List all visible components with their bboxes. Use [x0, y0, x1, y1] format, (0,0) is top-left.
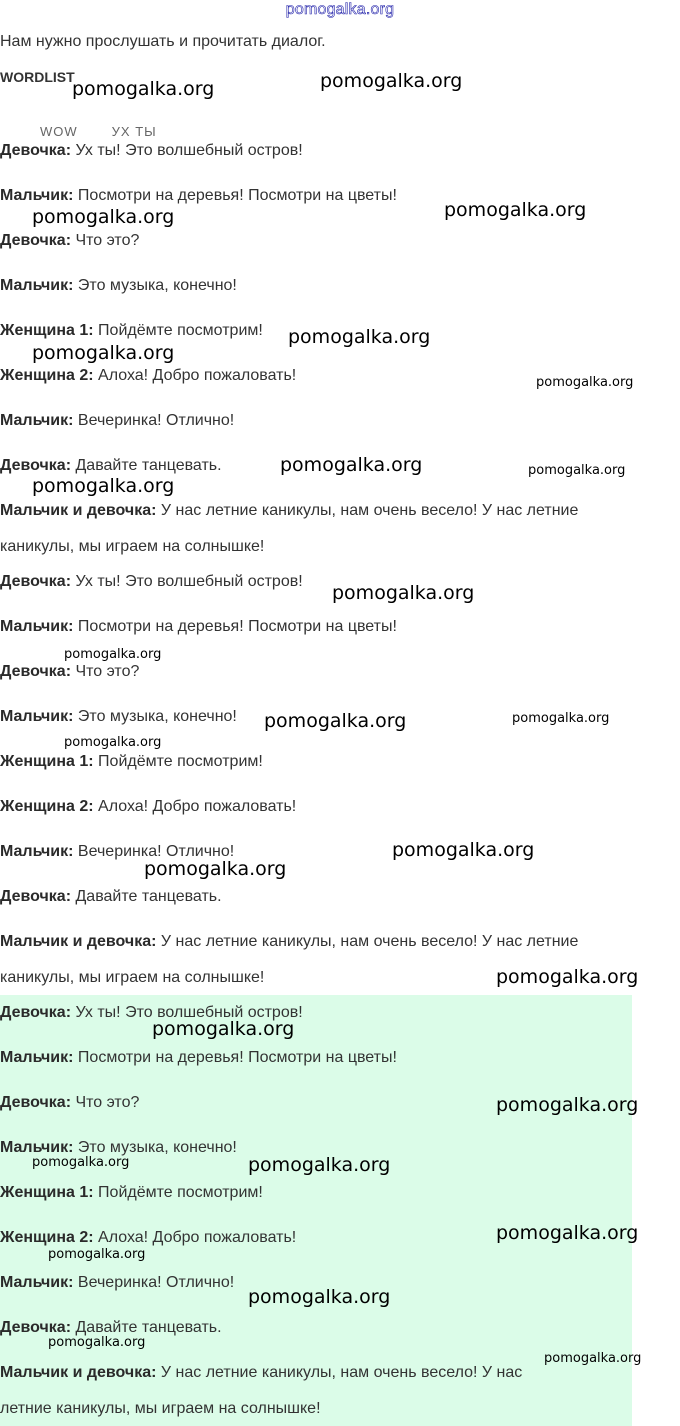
dialogue-line: [0, 662, 139, 682]
speaker-name: Женщина 1:: [0, 753, 94, 770]
watermark-text: pomogalka.org: [32, 475, 175, 497]
speaker-name: Мальчик:: [0, 708, 74, 725]
watermark-text: pomogalka.org: [536, 375, 634, 390]
watermark-text: pomogalka.org: [32, 206, 175, 228]
speech-text: У нас летние каникулы, нам очень весело! У нас: [156, 1364, 523, 1381]
watermark-text: pomogalka.org: [64, 735, 162, 750]
wordlist-word: WOW: [40, 124, 78, 139]
wordlist-heading: WORDLIST: [0, 69, 75, 85]
speech-text: Давайте танцевать.: [71, 457, 222, 474]
speech-text: Алоха! Добро пожаловать!: [93, 1229, 297, 1246]
speaker-name: Женщина 2:: [0, 1229, 94, 1246]
speech-text: Пойдёмте посмотрим!: [93, 753, 263, 770]
speech-text: У нас летние каникулы, нам очень весело! У нас летние: [156, 933, 579, 950]
dialogue-line: [0, 887, 222, 907]
dialogue-line: [0, 1183, 263, 1203]
speech-text: Ух ты! Это волшебный остров!: [71, 1004, 303, 1021]
dialogue-line: [0, 1228, 296, 1248]
watermark-text: pomogalka.org: [64, 647, 162, 662]
dialogue-line: [0, 1363, 522, 1383]
watermark-text: pomogalka.org: [48, 1247, 146, 1262]
watermark-text: pomogalka.org: [248, 1154, 391, 1176]
speaker-name: Девочка:: [0, 1319, 72, 1336]
speaker-name: Девочка:: [0, 457, 72, 474]
watermark-text: pomogalka.org: [496, 1222, 639, 1244]
dialogue-line: [0, 617, 397, 637]
speaker-name: Мальчик:: [0, 1139, 74, 1156]
speech-text: Это музыка, конечно!: [73, 708, 237, 725]
watermark-text: pomogalka.org: [72, 78, 215, 100]
dialogue-line: [0, 231, 139, 251]
dialogue-line: [0, 276, 237, 296]
watermark-text: pomogalka.org: [496, 966, 639, 988]
speech-text: Алоха! Добро пожаловать!: [93, 367, 297, 384]
watermark-text: pomogalka.org: [444, 199, 587, 221]
speaker-name: Девочка:: [0, 1094, 72, 1111]
speaker-name: Женщина 1:: [0, 322, 94, 339]
speech-text: Это музыка, конечно!: [73, 1139, 237, 1156]
dialogue-line: [0, 797, 296, 817]
speaker-name: Мальчик:: [0, 412, 74, 429]
intro-text: Нам нужно прослушать и прочитать диалог.: [0, 33, 326, 50]
speaker-name: Мальчик:: [0, 187, 74, 204]
speech-text: Алоха! Добро пожаловать!: [93, 798, 297, 815]
dialogue-line: [0, 752, 263, 772]
watermark-text: pomogalka.org: [32, 342, 175, 364]
dialogue-line: [0, 366, 296, 386]
speech-text: Ух ты! Это волшебный остров!: [71, 142, 303, 159]
speaker-name: Девочка:: [0, 232, 72, 249]
watermark-text: pomogalka.org: [528, 463, 626, 478]
dialogue-line-continuation: каникулы, мы играем на солнышке!: [0, 969, 265, 986]
speaker-name: Женщина 2:: [0, 367, 94, 384]
speech-text: Ух ты! Это волшебный остров!: [71, 573, 303, 590]
watermark-text: pomogalka.org: [48, 1335, 146, 1350]
speaker-name: Мальчик:: [0, 1274, 74, 1291]
watermark-text: pomogalka.org: [144, 858, 287, 880]
speech-text: Вечеринка! Отлично!: [73, 1274, 235, 1291]
dialogue-line: [0, 321, 263, 341]
speaker-name: Девочка:: [0, 663, 72, 680]
dialogue-line: [0, 411, 234, 431]
dialogue-line-continuation: летние каникулы, мы играем на солнышке!: [0, 1400, 321, 1417]
speaker-name: Мальчик и девочка:: [0, 933, 157, 950]
watermark-text: pomogalka.org: [248, 1286, 391, 1308]
speech-text: Посмотри на деревья! Посмотри на цветы!: [73, 187, 397, 204]
speaker-name: Мальчик:: [0, 277, 74, 294]
speech-text: Давайте танцевать.: [71, 888, 222, 905]
watermark-text: pomogalka.org: [332, 582, 475, 604]
speaker-name: Девочка:: [0, 1004, 72, 1021]
dialogue-line-continuation: каникулы, мы играем на солнышке!: [0, 538, 265, 555]
speech-text: Что это?: [71, 1094, 140, 1111]
watermark-text: pomogalka.org: [288, 326, 431, 348]
watermark-text: pomogalka.org: [392, 839, 535, 861]
speaker-name: Мальчик:: [0, 618, 74, 635]
speech-text: Вечеринка! Отлично!: [73, 843, 235, 860]
speech-text: Посмотри на деревья! Посмотри на цветы!: [73, 618, 397, 635]
dialogue-line: [0, 572, 303, 592]
watermark-text: pomogalka.org: [544, 1351, 642, 1366]
speaker-name: Мальчик и девочка:: [0, 1364, 157, 1381]
watermark-text: pomogalka.org: [152, 1018, 295, 1040]
speech-text: Что это?: [71, 663, 140, 680]
speaker-name: Девочка:: [0, 142, 72, 159]
speech-text: Это музыка, конечно!: [73, 277, 237, 294]
dialogue-line: [0, 141, 303, 161]
dialogue-line: [0, 1093, 139, 1113]
speaker-name: Девочка:: [0, 888, 72, 905]
header-watermark: pomogalka.org: [285, 1, 395, 18]
speech-text: У нас летние каникулы, нам очень весело! У нас летние: [156, 502, 579, 519]
watermark-text: pomogalka.org: [320, 70, 463, 92]
dialogue-line: [0, 456, 222, 476]
dialogue-line: [0, 932, 578, 952]
speech-text: Что это?: [71, 232, 140, 249]
dialogue-line: [0, 501, 578, 521]
watermark-text: pomogalka.org: [32, 1155, 130, 1170]
dialogue-line: [0, 186, 397, 206]
watermark-text: pomogalka.org: [496, 1094, 639, 1116]
speech-text: Давайте танцевать.: [71, 1319, 222, 1336]
speaker-name: Девочка:: [0, 573, 72, 590]
speaker-name: Женщина 2:: [0, 798, 94, 815]
dialogue-line: [0, 1273, 234, 1293]
wordlist-cut-row: [40, 122, 191, 139]
wordlist-translation: УХ ТЫ: [111, 124, 157, 139]
speech-text: Посмотри на деревья! Посмотри на цветы!: [73, 1049, 397, 1066]
watermark-text: pomogalka.org: [512, 711, 610, 726]
speech-text: Пойдёмте посмотрим!: [93, 322, 263, 339]
dialogue-line: [0, 1048, 397, 1068]
watermark-text: pomogalka.org: [264, 710, 407, 732]
speaker-name: Мальчик:: [0, 843, 74, 860]
speech-text: Пойдёмте посмотрим!: [93, 1184, 263, 1201]
speaker-name: Мальчик:: [0, 1049, 74, 1066]
speaker-name: Женщина 1:: [0, 1184, 94, 1201]
speaker-name: Мальчик и девочка:: [0, 502, 157, 519]
dialogue-line: [0, 707, 237, 727]
speech-text: Вечеринка! Отлично!: [73, 412, 235, 429]
watermark-text: pomogalka.org: [280, 454, 423, 476]
